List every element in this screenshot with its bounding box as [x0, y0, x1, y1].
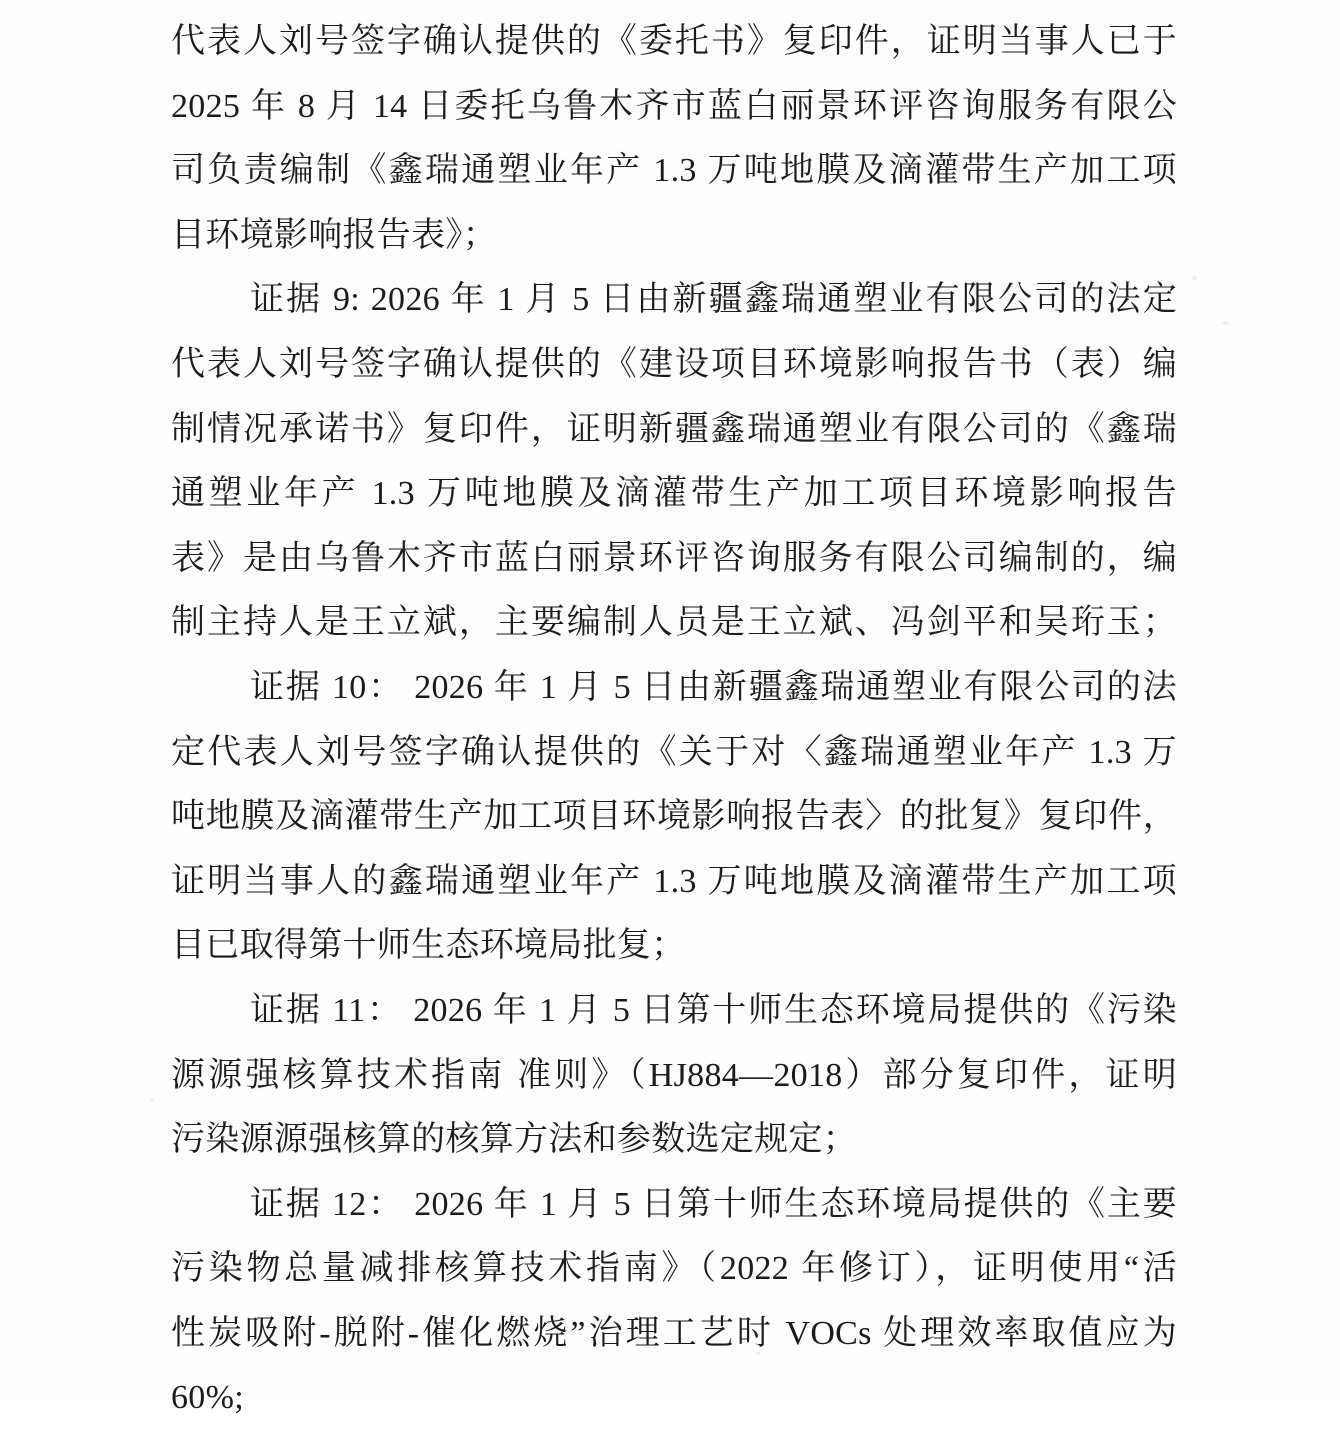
text-line: 代表人刘号签字确认提供的《委托书》复印件，证明当事人已于 [171, 23, 1177, 60]
scan-speck [1192, 276, 1197, 280]
text-line: 制情况承诺书》复印件，证明新疆鑫瑞通塑业有限公司的《鑫瑞 [171, 410, 1177, 448]
text-line: 污染物总量减排核算技术指南》（2022 年修订），证明使用“活 [171, 1250, 1177, 1288]
text-line: 性炭吸附-脱附-催化燃烧”治理工艺时 VOCs 处理效率取值应为 [171, 1314, 1177, 1352]
text-line: 目环境影响报告表》； [171, 216, 497, 254]
text-line-evidence-11: 证据 11： 2026 年 1 月 5 日第十师生态环境局提供的《污染 [250, 991, 1177, 1029]
text-line: 代表人刘号签字确认提供的《建设项目环境影响报告书（表）编 [171, 345, 1177, 383]
text-line: 污染源源强核算的核算方法和参数选定规定； [171, 1121, 857, 1159]
scan-speck [150, 1098, 154, 1102]
text-line: 定代表人刘号签字确认提供的《关于对〈鑫瑞通塑业年产 1.3 万 [171, 733, 1177, 771]
text-line: 证明当事人的鑫瑞通塑业年产 1.3 万吨地膜及滴灌带生产加工项 [171, 862, 1177, 900]
text-line-evidence-9: 证据 9: 2026 年 1 月 5 日由新疆鑫瑞通塑业有限公司的法定 [250, 281, 1177, 319]
scan-speck [1222, 321, 1229, 325]
text-line: 司负责编制《鑫瑞通塑业年产 1.3 万吨地膜及滴灌带生产加工项 [171, 152, 1177, 190]
text-line: 制主持人是王立斌，主要编制人员是王立斌、冯剑平和吴珩玉； [171, 604, 1177, 642]
text-line: 吨地膜及滴灌带生产加工项目环境影响报告表〉的批复》复印件， [171, 798, 1177, 836]
document-body-text [171, 10, 1177, 1431]
text-line: 2025 年 8 月 14 日委托乌鲁木齐市蓝白丽景环评咨询服务有限公 [171, 87, 1177, 125]
text-line: 60%; [171, 1379, 244, 1417]
text-line: 通塑业年产 1.3 万吨地膜及滴灌带生产加工项目环境影响报告 [171, 475, 1177, 513]
text-line: 源源强核算技术指南 准则》（HJ884—2018）部分复印件，证明 [171, 1056, 1177, 1094]
text-line-evidence-10: 证据 10： 2026 年 1 月 5 日由新疆鑫瑞通塑业有限公司的法 [250, 668, 1177, 706]
text-line: 目已取得第十师生态环境局批复； [171, 927, 686, 965]
text-line-evidence-12: 证据 12： 2026 年 1 月 5 日第十师生态环境局提供的《主要 [250, 1185, 1177, 1223]
text-line: 表》是由乌鲁木齐市蓝白丽景环评咨询服务有限公司编制的，编 [171, 539, 1177, 577]
